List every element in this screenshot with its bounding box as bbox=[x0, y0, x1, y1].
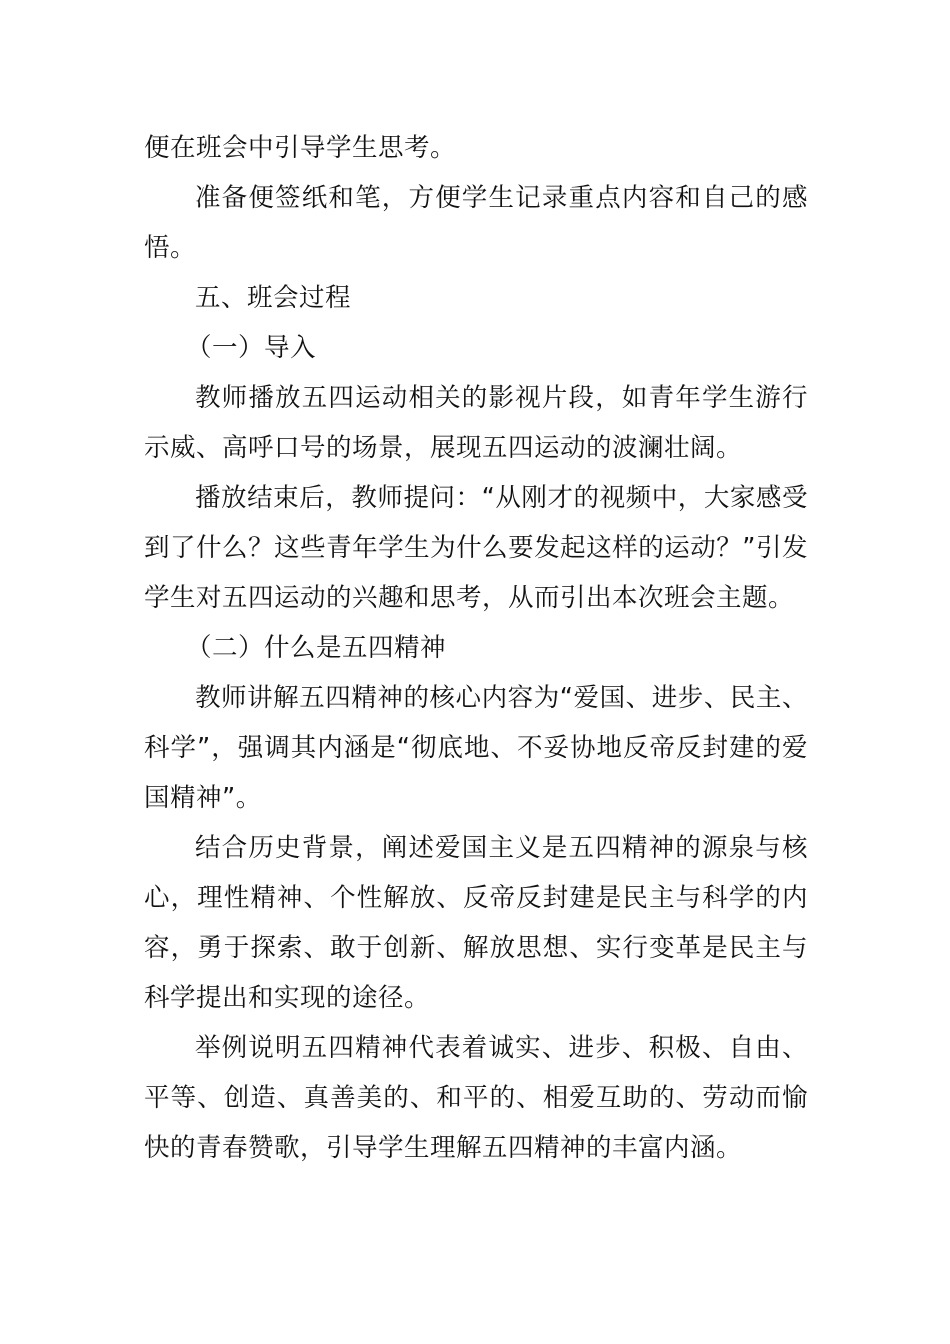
subsection-heading-intro: （一）导入 bbox=[186, 333, 317, 363]
paragraph-core-content: 教师讲解五四精神的核心内容为“爱国、进步、民主、科学”，强调其内涵是“彻底地、不妥协地反帝反封建的爱国精神”。 bbox=[144, 683, 808, 813]
document-body bbox=[144, 123, 808, 1173]
paragraph-examples: 举例说明五四精神代表着诚实、进步、积极、自由、平等、创造、真善美的、和平的、相爱互助的、劳动而愉快的青春赞歌，引导学生理解五四精神的丰富内涵。 bbox=[144, 1033, 808, 1163]
paragraph-continuation: 便在班会中引导学生思考。 bbox=[144, 133, 457, 163]
paragraph-materials: 准备便签纸和笔，方便学生记录重点内容和自己的感悟。 bbox=[144, 183, 808, 263]
section-heading-process: 五、班会过程 bbox=[195, 283, 352, 313]
paragraph-video: 教师播放五四运动相关的影视片段，如青年学生游行示威、高呼口号的场景，展现五四运动的波澜壮阔。 bbox=[144, 383, 808, 463]
subsection-heading-spirit: （二）什么是五四精神 bbox=[186, 633, 447, 663]
paragraph-background: 结合历史背景，阐述爱国主义是五四精神的源泉与核心，理性精神、个性解放、反帝反封建是民主与科学的内容，勇于探索、敢于创新、解放思想、实行变革是民主与科学提出和实现的途径。 bbox=[144, 833, 808, 1013]
paragraph-question: 播放结束后，教师提问：“从刚才的视频中，大家感受到了什么？这些青年学生为什么要发起这样的运动？”引发学生对五四运动的兴趣和思考，从而引出本次班会主题。 bbox=[144, 483, 808, 613]
